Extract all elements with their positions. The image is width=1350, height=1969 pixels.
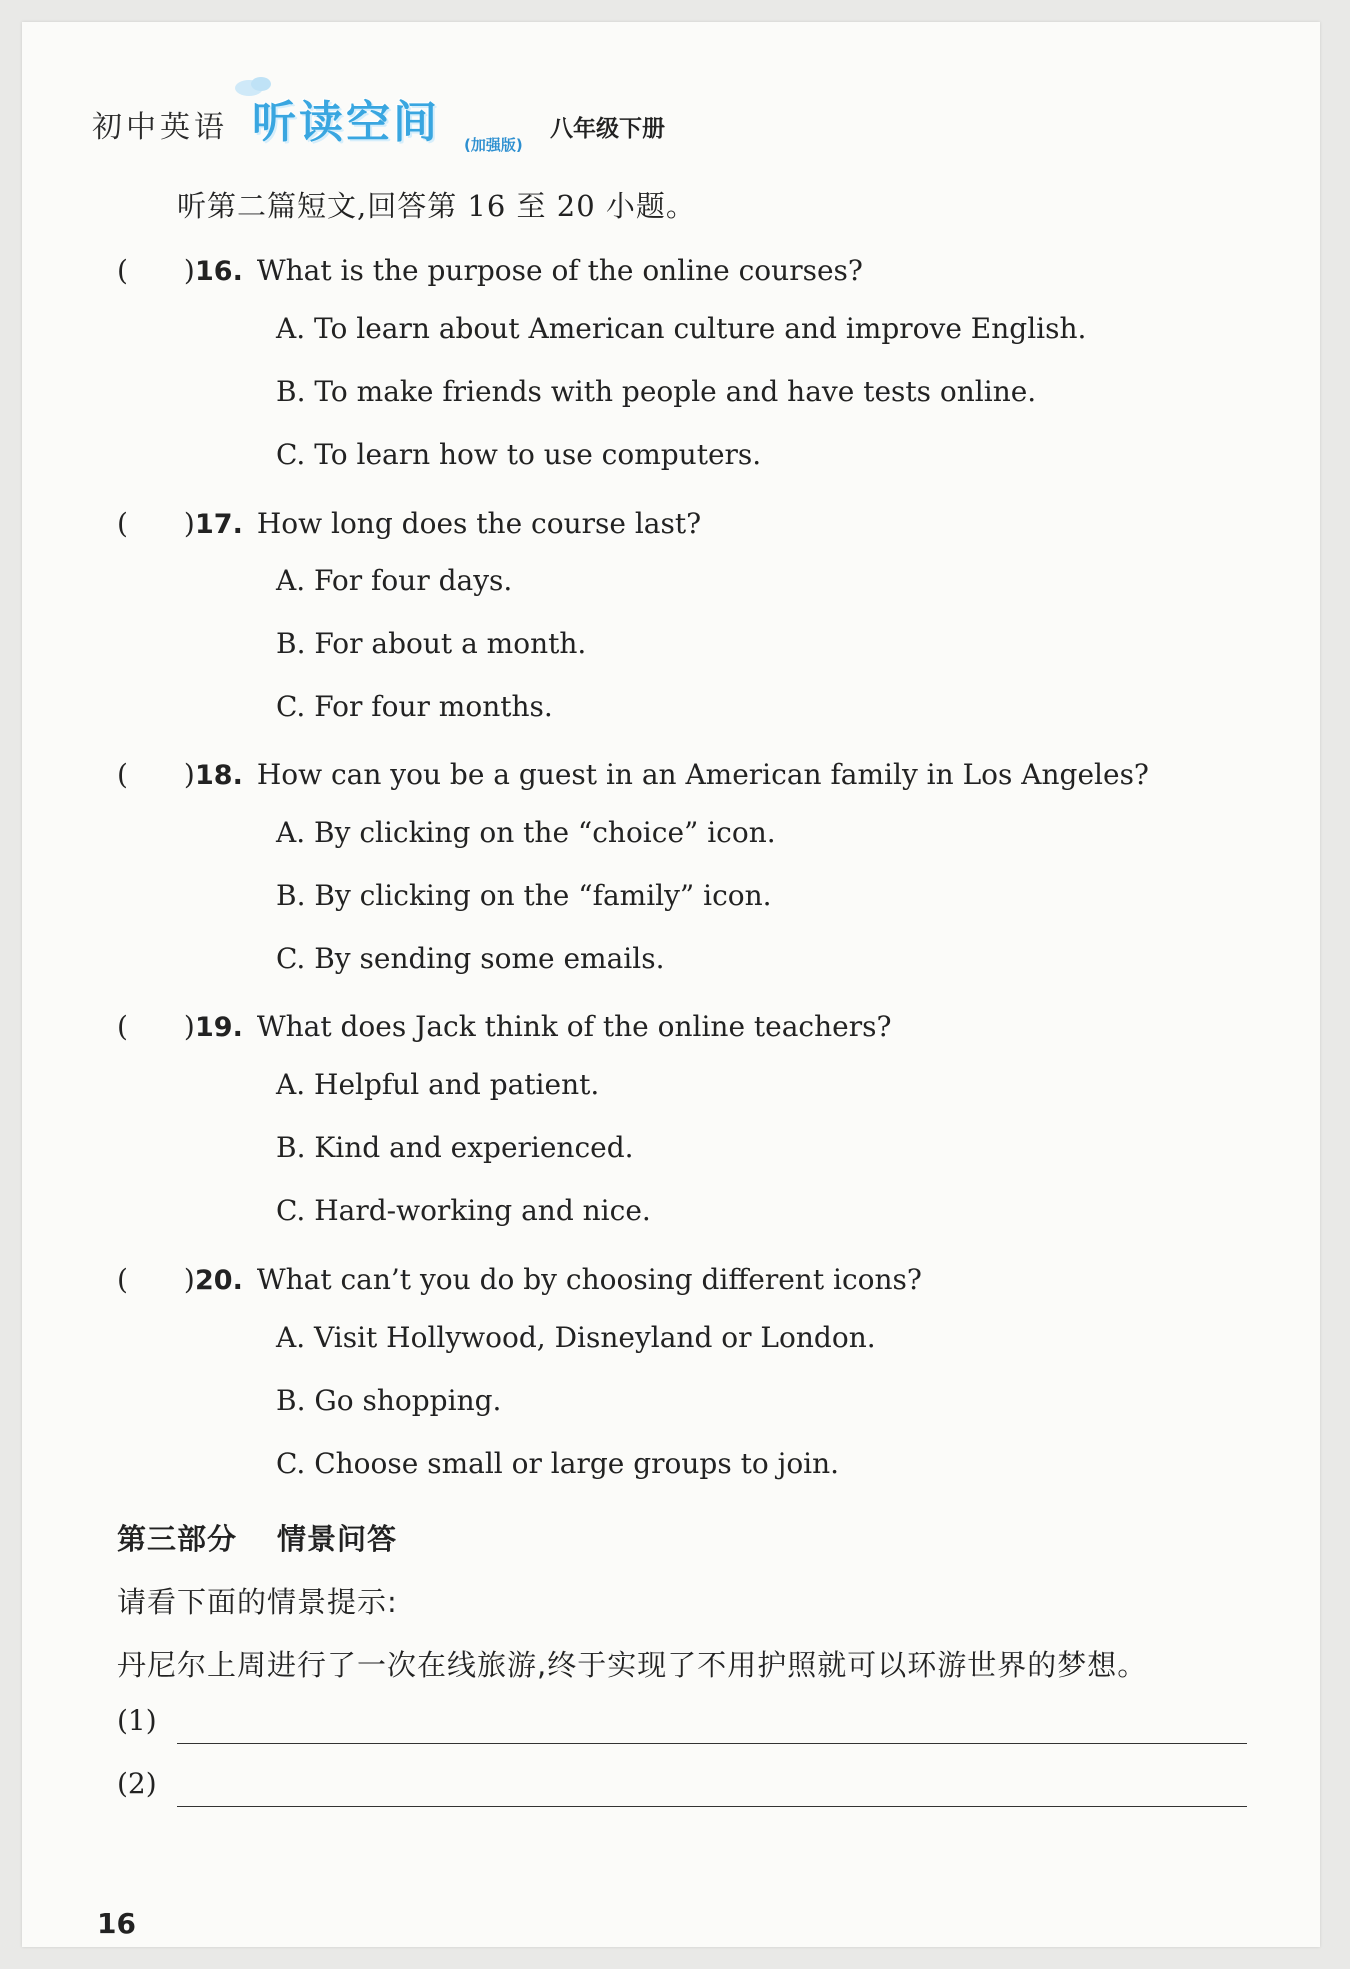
scenario-prompt: 丹尼尔上周进行了一次在线旅游,终于实现了不用护照就可以环游世界的梦想。: [117, 1648, 1148, 1682]
series-title: 初中英语: [92, 110, 228, 145]
option-a: A. Visit Hollywood, Disneyland or London.: [276, 1321, 876, 1354]
option-c: C. Choose small or large groups to join.: [276, 1447, 840, 1480]
option-c: C. To learn how to use computers.: [276, 438, 762, 471]
question-text: How long does the course last?: [256, 507, 702, 540]
question-17: [117, 502, 701, 542]
answer-blank[interactable]: ( ): [117, 1010, 195, 1043]
question-text: What does Jack think of the online teachers?: [256, 1010, 892, 1043]
section-instruction: 听第二篇短文,回答第 16 至 20 小题。: [177, 189, 696, 223]
question-16: [117, 249, 863, 289]
underline: [177, 1806, 1247, 1807]
page-header: [67, 74, 767, 154]
grade-label: 八年级下册: [550, 116, 665, 142]
answer-blank[interactable]: ( ): [117, 507, 195, 540]
underline: [177, 1743, 1247, 1744]
option-c: C. By sending some emails.: [276, 942, 665, 975]
option-b: B. Go shopping.: [276, 1384, 502, 1417]
question-number: 20.: [195, 1265, 243, 1296]
question-20: [117, 1258, 922, 1298]
answer-blank[interactable]: ( ): [117, 254, 195, 287]
option-a: A. By clicking on the “choice” icon.: [276, 816, 776, 849]
answer-line-2[interactable]: [117, 1767, 1247, 1807]
option-c: C. For four months.: [276, 690, 553, 723]
option-b: B. Kind and experienced.: [276, 1131, 634, 1164]
brand-logo: 听读空间: [252, 97, 440, 148]
question-text: How can you be a guest in an American family in Los Angeles?: [256, 758, 1149, 791]
option-b: B. To make friends with people and have tests online.: [276, 375, 1037, 408]
answer-line-label: (1): [117, 1704, 157, 1737]
question-number: 18.: [195, 760, 243, 791]
prompt-label: 请看下面的情景提示:: [117, 1585, 398, 1619]
section-part: 第三部分: [117, 1522, 238, 1556]
edition-label: (加强版): [464, 136, 523, 154]
option-a: A. To learn about American culture and improve English.: [276, 312, 1087, 345]
page-number: 16: [97, 1907, 136, 1940]
question-text: What can’t you do by choosing different icons?: [256, 1263, 922, 1296]
question-number: 16.: [195, 256, 243, 287]
option-b: B. For about a month.: [276, 627, 587, 660]
answer-line-label: (2): [117, 1767, 157, 1800]
question-number: 17.: [195, 509, 243, 540]
option-c: C. Hard-working and nice.: [276, 1194, 651, 1227]
section-heading: [117, 1517, 397, 1558]
question-number: 19.: [195, 1012, 243, 1043]
answer-line-1[interactable]: [117, 1704, 1247, 1744]
workbook-page: [22, 22, 1320, 1947]
answer-blank[interactable]: ( ): [117, 1263, 195, 1296]
section-name: 情景问答: [277, 1522, 398, 1556]
option-a: A. Helpful and patient.: [276, 1068, 600, 1101]
answer-blank[interactable]: ( ): [117, 758, 195, 791]
question-19: [117, 1005, 891, 1045]
question-text: What is the purpose of the online courses?: [256, 254, 863, 287]
option-a: A. For four days.: [276, 564, 513, 597]
option-b: B. By clicking on the “family” icon.: [276, 879, 772, 912]
question-18: [117, 753, 1149, 793]
